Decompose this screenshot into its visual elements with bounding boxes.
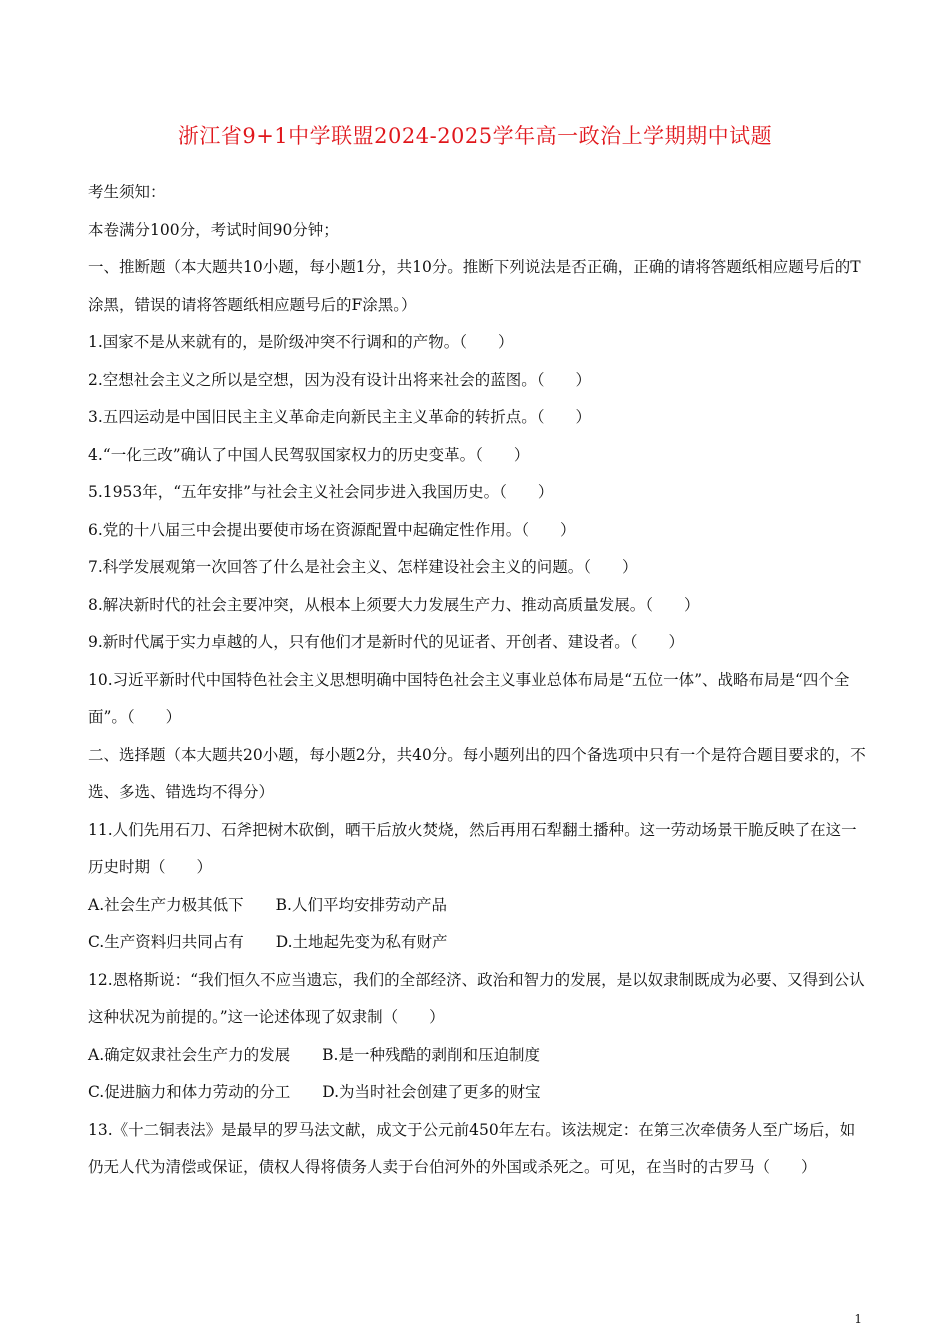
question-2: 2.空想社会主义之所以是空想，因为没有设计出将来社会的蓝图。（ ） <box>88 370 592 389</box>
question-9: 9.新时代属于实力卓越的人，只有他们才是新时代的见证者、开创者、建设者。（ ） <box>88 633 685 651</box>
notice-info: 本卷满分100分，考试时间90分钟； <box>88 220 339 239</box>
q11-option-b: B.人们平均安排劳动产品 <box>275 895 447 914</box>
document-body <box>88 174 868 1187</box>
page-number: 1 <box>854 1312 862 1326</box>
q11-option-a: A.社会生产力极其低下 <box>88 895 244 914</box>
section2-heading: 二、选择题（本大题共20小题，每小题2分，共40分。每小题列出的四个备选项中只有一个是符合题目要求的，不选、多选、错选均不得分） <box>88 745 866 801</box>
q12-option-b: B.是一种残酷的剥削和压迫制度 <box>322 1045 540 1064</box>
question-1: 1.国家不是从来就有的，是阶级冲突不行调和的产物。（ ） <box>88 333 514 351</box>
question-12-options-row1 <box>88 1037 868 1075</box>
q12-option-a: A.确定奴隶社会生产力的发展 <box>88 1045 291 1064</box>
q12-option-c: C.促进脑力和体力劳动的分工 <box>88 1083 291 1101</box>
section1-heading: 一、推断题（本大题共10小题，每小题1分，共10分。推断下列说法是否正确，正确的请将答题纸相应题号后的T涂黑，错误的请将答题纸相应题号后的F涂黑。） <box>88 258 861 314</box>
question-11-stem: 11.人们先用石刀、石斧把树木砍倒，晒干后放火焚烧，然后再用石犁翻土播种。这一劳动场景干脆反映了在这一历史时期（ ） <box>88 820 857 876</box>
notice-label: 考生须知： <box>88 183 166 201</box>
question-4: 4.“一化三改”确认了中国人民驾驭国家权力的历史变革。（ ） <box>88 445 530 464</box>
question-5: 5.1953年，“五年安排”与社会主义社会同步进入我国历史。（ ） <box>88 483 554 501</box>
question-11-options-row1 <box>88 887 868 925</box>
question-10: 10.习近平新时代中国特色社会主义思想明确中国特色社会主义事业总体布局是“五位一体”、战略布局是“四个全面”。（ ） <box>88 670 850 726</box>
q11-option-c: C.生产资料归共同占有 <box>88 933 244 951</box>
question-13-stem: 13.《十二铜表法》是最早的罗马法文献，成文于公元前450年左右。该法规定：在第三次牵债务人至广场后，如仍无人代为清偿或保证，债权人得将债务人卖于台伯河外的外国或杀死之。可见，在当时的古罗马（ ） <box>88 1120 856 1176</box>
q12-option-d: D.为当时社会创建了更多的财宝 <box>322 1083 541 1101</box>
question-7: 7.科学发展观第一次回答了什么是社会主义、怎样建设社会主义的问题。（ ） <box>88 558 638 576</box>
question-6: 6.党的十八届三中会提出要使市场在资源配置中起确定性作用。（ ） <box>88 520 576 539</box>
q11-option-d: D.土地起先变为私有财产 <box>275 933 448 951</box>
question-12-options-row2 <box>88 1074 868 1112</box>
question-3: 3.五四运动是中国旧民主主义革命走向新民主主义革命的转折点。（ ） <box>88 408 592 426</box>
question-11-options-row2 <box>88 924 868 962</box>
question-12-stem: 12.恩格斯说：“我们恒久不应当遗忘，我们的全部经济、政治和智力的发展，是以奴隶制既成为必要、又得到公认这种状况为前提的。”这一论述体现了奴隶制（ ） <box>88 970 865 1026</box>
page-title: 浙江省9+1中学联盟2024-2025学年高一政治上学期期中试题 <box>177 124 773 148</box>
question-8: 8.解决新时代的社会主要冲突，从根本上须要大力发展生产力、推动高质量发展。（ ） <box>88 595 700 614</box>
